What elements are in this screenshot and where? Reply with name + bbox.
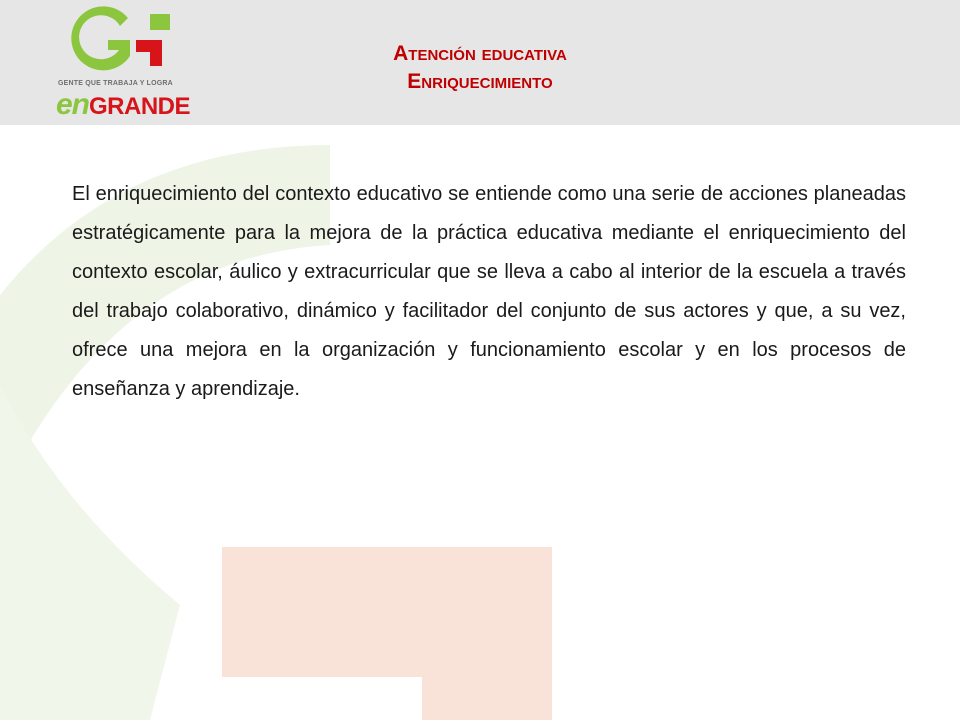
title-line-1: Atención educativa: [393, 42, 567, 65]
slide-title: [280, 40, 680, 96]
logo-wordmark: [56, 88, 190, 122]
white-notch: [222, 677, 422, 720]
engrande-logo: [50, 0, 210, 122]
logo-tagline: GENTE QUE TRABAJA Y LOGRA: [58, 80, 173, 87]
green-arc-left: [0, 385, 180, 720]
logo-word-en: en: [56, 88, 90, 121]
g-logo-icon: [50, 0, 210, 80]
logo-word-grande: GRANDE: [89, 93, 191, 120]
body-paragraph: El enriquecimiento del contexto educativo se entiende como una serie de acciones planeadas estratégicamente para la mejora de la práctica educativa mediante el enriquecimiento del contexto escolar, áulico y extracurricular que se lleva a cabo al interior de la escuela a través del trabajo colaborativo, dinámico y facilitador del conjunto de sus actores y que, a su vez, ofrece una mejora en la organización y funcionamiento escolar y en los procesos de enseñanza y aprendizaje.: [72, 183, 906, 400]
title-line-2: Enriquecimiento: [407, 70, 553, 93]
